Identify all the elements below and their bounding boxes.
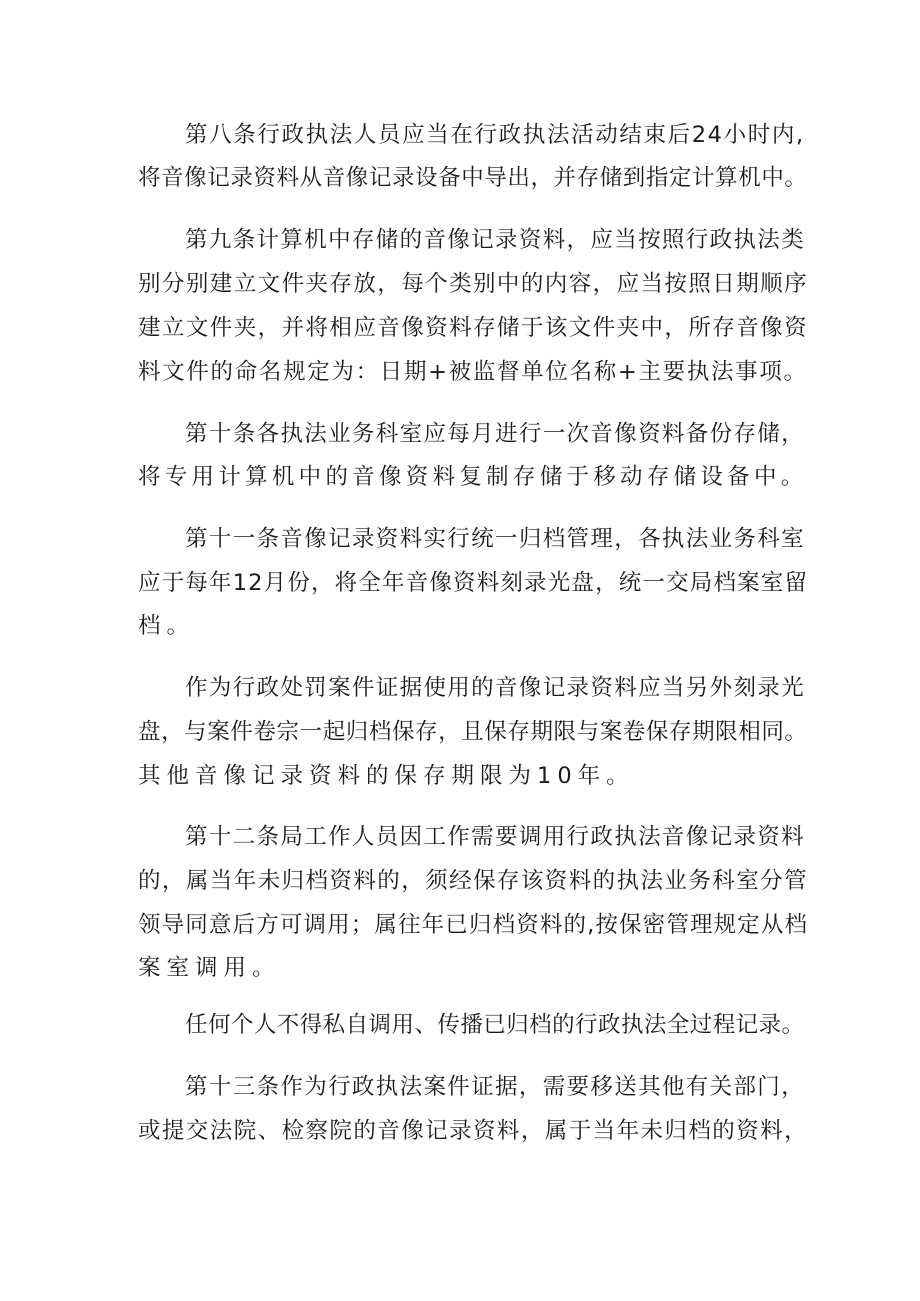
paragraph-line: 盘，与案件卷宗一起归档保存，且保存期限与案卷保存期限相同。 bbox=[138, 719, 808, 745]
paragraph-line: 料文件的命名规定为：日期+被监督单位名称+主要执法事项。 bbox=[138, 359, 808, 385]
paragraph-line: 档。 bbox=[138, 613, 196, 639]
paragraph-line: 任何个人不得私自调用、传播已归档的行政执法全过程记录。 bbox=[185, 1012, 805, 1038]
paragraph-line: 作为行政处罚案件证据使用的音像记录资料应当另外刻录光 bbox=[185, 675, 805, 701]
paragraph-line: 第八条行政执法人员应当在行政执法活动结束后24小时内, bbox=[185, 122, 805, 148]
paragraph-line: 将专用计算机中的音像资料复制存储于移动存储设备中。 bbox=[138, 464, 808, 490]
paragraph-line: 应于每年12月份，将全年音像资料刻录光盘，统一交局档案室留 bbox=[138, 570, 808, 596]
paragraph-line: 或提交法院、检察院的音像记录资料，属于当年未归档的资料， bbox=[138, 1118, 808, 1144]
paragraph-line: 第十三条作为行政执法案件证据，需要移送其他有关部门， bbox=[185, 1074, 805, 1100]
paragraph-line: 的，属当年未归档资料的，须经保存该资料的执法业务科室分管 bbox=[138, 868, 808, 894]
paragraph-line: 第十一条音像记录资料实行统一归档管理，各执法业务科室 bbox=[185, 526, 805, 552]
paragraph-line: 别分别建立文件夹存放，每个类别中的内容，应当按照日期顺序 bbox=[138, 271, 808, 297]
paragraph-line: 领导同意后方可调用；属往年已归档资料的,按保密管理规定从档 bbox=[138, 912, 808, 938]
paragraph-line: 第九条计算机中存储的音像记录资料，应当按照行政执法类 bbox=[185, 227, 805, 253]
paragraph-line: 第十二条局工作人员因工作需要调用行政执法音像记录资料 bbox=[185, 824, 805, 850]
paragraph-line: 建立文件夹，并将相应音像资料存储于该文件夹中，所存音像资 bbox=[138, 315, 808, 341]
paragraph-line: 将音像记录资料从音像记录设备中导出，并存储到指定计算机中。 bbox=[138, 165, 808, 191]
paragraph-line: 案室调用。 bbox=[138, 955, 281, 981]
paragraph-line: 第十条各执法业务科室应每月进行一次音像资料备份存储， bbox=[185, 421, 805, 447]
paragraph-line: 其他音像记录资料的保存期限为10年。 bbox=[138, 763, 635, 789]
